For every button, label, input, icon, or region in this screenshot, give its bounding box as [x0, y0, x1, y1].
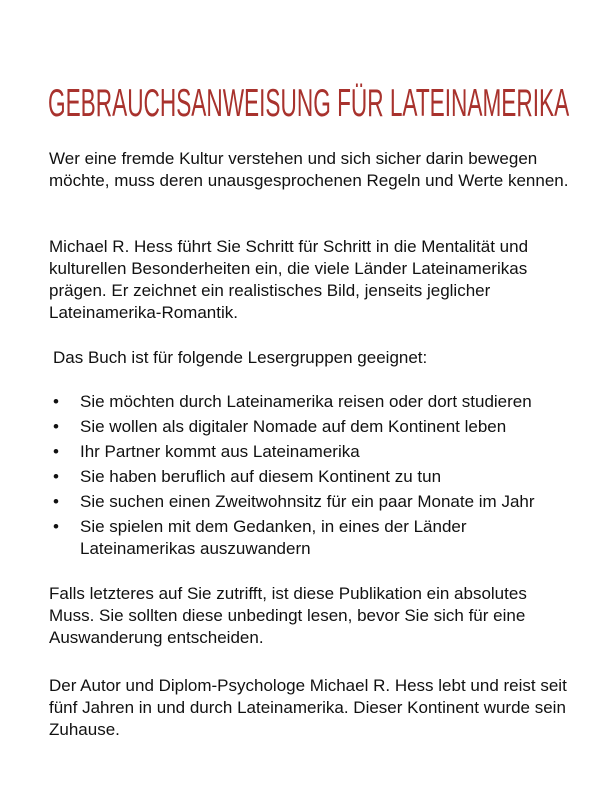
page-title: GEBRAUCHSANWEISUNG FÜR LATEINAMERIKA: [48, 82, 570, 125]
intro-paragraph: Wer eine fremde Kultur verstehen und sich sicher darin bewegen möchte, muss deren unausgesprochenen Regeln und Werte kennen.: [49, 149, 569, 190]
list-item: [49, 441, 569, 463]
list-item: [49, 516, 569, 560]
bullet-icon: •: [53, 517, 59, 536]
recommendation-paragraph: Falls letzteres auf Sie zutrifft, ist diese Publikation ein absolutes Muss. Sie sollten diese unbedingt lesen, bevor Sie sich für eine Auswanderung entscheiden.: [49, 584, 527, 647]
list-item: [49, 491, 569, 513]
list-item-text: Sie möchten durch Lateinamerika reisen oder dort studieren: [80, 392, 532, 411]
list-item: [49, 391, 569, 413]
bullet-icon: •: [53, 467, 59, 486]
list-item-text: Sie spielen mit dem Gedanken, in eines der Länder Lateinamerikas auszuwandern: [80, 517, 467, 558]
list-item-text: Sie haben beruflich auf diesem Kontinent zu tun: [80, 467, 442, 486]
author-approach-paragraph: Michael R. Hess führt Sie Schritt für Schritt in die Mentalität und kulturellen Besonderheiten ein, die viele Länder Lateinamerikas prägen. Er zeichnet ein realistisches Bild, jenseits jeglicher Lateinamerika-Romantik.: [49, 237, 529, 322]
bullet-icon: •: [53, 442, 59, 461]
bullet-icon: •: [53, 417, 59, 436]
audience-list: [49, 391, 569, 563]
list-item-text: Ihr Partner kommt aus Lateinamerika: [80, 442, 360, 461]
audience-heading: Das Buch ist für folgende Lesergruppen geeignet:: [53, 348, 428, 367]
list-item-text: Sie wollen als digitaler Nomade auf dem Kontinent leben: [80, 417, 507, 436]
bullet-icon: •: [53, 392, 59, 411]
bullet-icon: •: [53, 492, 59, 511]
list-item: [49, 466, 569, 488]
list-item-text: Sie suchen einen Zweitwohnsitz für ein paar Monate im Jahr: [80, 492, 535, 511]
author-bio-paragraph: Der Autor und Diplom-Psychologe Michael R. Hess lebt und reist seit fünf Jahren in und durch Lateinamerika. Dieser Kontinent wurde sein Zuhause.: [49, 676, 567, 739]
list-item: [49, 416, 569, 438]
